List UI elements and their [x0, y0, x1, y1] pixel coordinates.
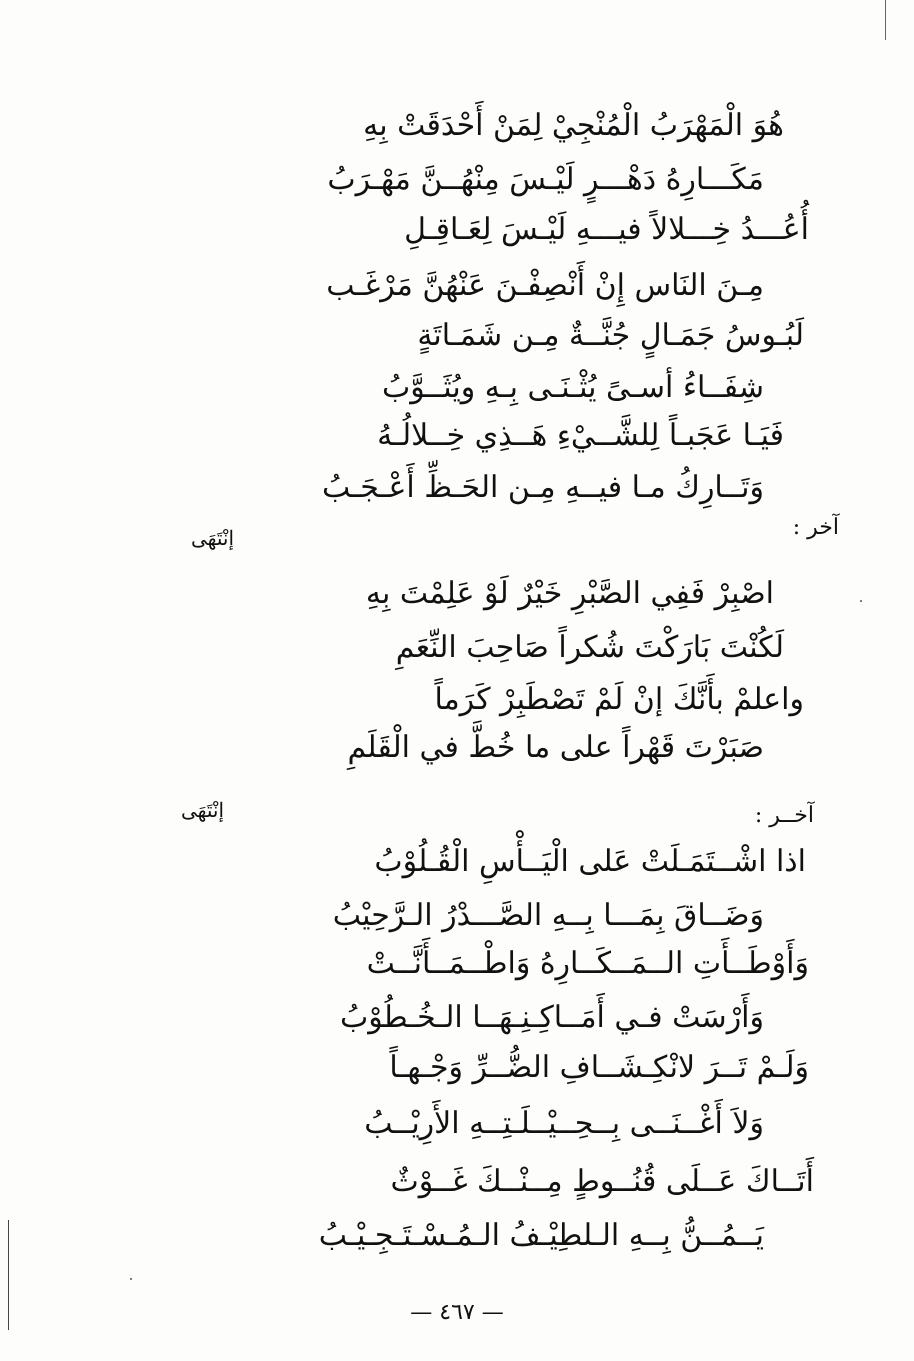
section-label: آخــر : [754, 803, 814, 828]
verse-line: شِفَــاءُ أسـىً يُثْـنَـى بِـهِ ويُثَــوَّبُ [381, 370, 764, 405]
verse-line: وَتَــارِكُ مـا فيــهِ مِـن الحَـظِّ أَعْـجَـبُ [322, 470, 764, 505]
end-marker: إنْتَهَى [190, 526, 234, 550]
scan-edge [885, 0, 886, 40]
verse-line: وَأَوْطَــأَتِ الــمَــكَــارِهُ وَاطْــمَــأَنَّــتْ [366, 946, 809, 981]
verse-line: وَلاَ أَغْــنَــى بِــحِــيْــلَـتِــهِ الأَرِيْــبُ [364, 1106, 764, 1141]
verse-line: لَبُـوسُ جَمَـالٍ جُنَّــةٌ مِـن شَمَـاتَةٍ [417, 318, 804, 353]
verse-line: يَــمُــنُّ بِــهِ الـلطِيْـفُ الـمُـسْـتَـجِـيْـبُ [318, 1218, 764, 1253]
scan-edge [8, 1220, 9, 1330]
verse-line: صَبَرْتَ قَهْراً على ما خُطَّ في الْقَلَمِ [347, 730, 764, 765]
verse-line: واعلمْ بأَنَّكَ إنْ لَمْ تَصْطَبِرْ كَرَماً [434, 682, 804, 717]
verse-line: أَتَــاكَ عَــلَى قُنُــوطٍ مِــنْــكَ غَــوْثٌ [390, 1164, 814, 1199]
scan-speck [860, 600, 862, 602]
verse-line: اصْبِرْ فَفِي الصَّبْرِ خَيْرٌ لَوْ عَلِمْتَ بِهِ [365, 576, 774, 611]
verse-line: هُوَ الْمَهْرَبُ الْمُنْجِيْ لِمَنْ أَحْدَقَتْ بِهِ [363, 108, 784, 143]
end-marker: إنْتَهَى [180, 798, 224, 822]
verse-line: وَلَـمْ تَــرَ لانْكِـشَــافِ الضُّــرِّ وَجْـهـاً [389, 1050, 809, 1085]
verse-line: لَكُنْتَ بَارَكْتَ شُكراً صَاحِبَ النِّعَمِ [395, 630, 784, 665]
verse-line: أُعُـــدُ خِـــلالاً فيـــهِ لَيْـسَ لِعَـاقِـلِ [404, 212, 809, 247]
verse-line: مِـنَ النَاس إِنْ أَنْصِفْـنَ عَنْهُنَّ مَرْغَـب [326, 268, 764, 303]
page-number: — ٤٦٧ — [410, 1300, 504, 1325]
verse-line: مَكَـــارِهُ دَهْـــرٍ لَيْـسَ مِنْهُــنَّ مَهْـرَبُ [327, 162, 764, 197]
section-label: آخر : [792, 515, 839, 540]
scan-speck [130, 1278, 132, 1280]
verse-line: وَضَــاقَ بِمَـــا بِــهِ الصَّـــدْرُ الـرَّحِيْبُ [332, 898, 764, 933]
verse-line: فَيَـا عَجَبـاً لِلشَّــيْءِ هَــذِي خِــلالُـهُ [377, 418, 784, 453]
verse-line: اذا اشْــتَمَـلَتْ عَلى الْيَــأْسِ الْقُـلُوْبُ [374, 844, 806, 879]
verse-line: وَأَرْسَتْ فـي أَمَــاكِـنِـهَــا الـخُـطُوْبُ [340, 1000, 764, 1035]
